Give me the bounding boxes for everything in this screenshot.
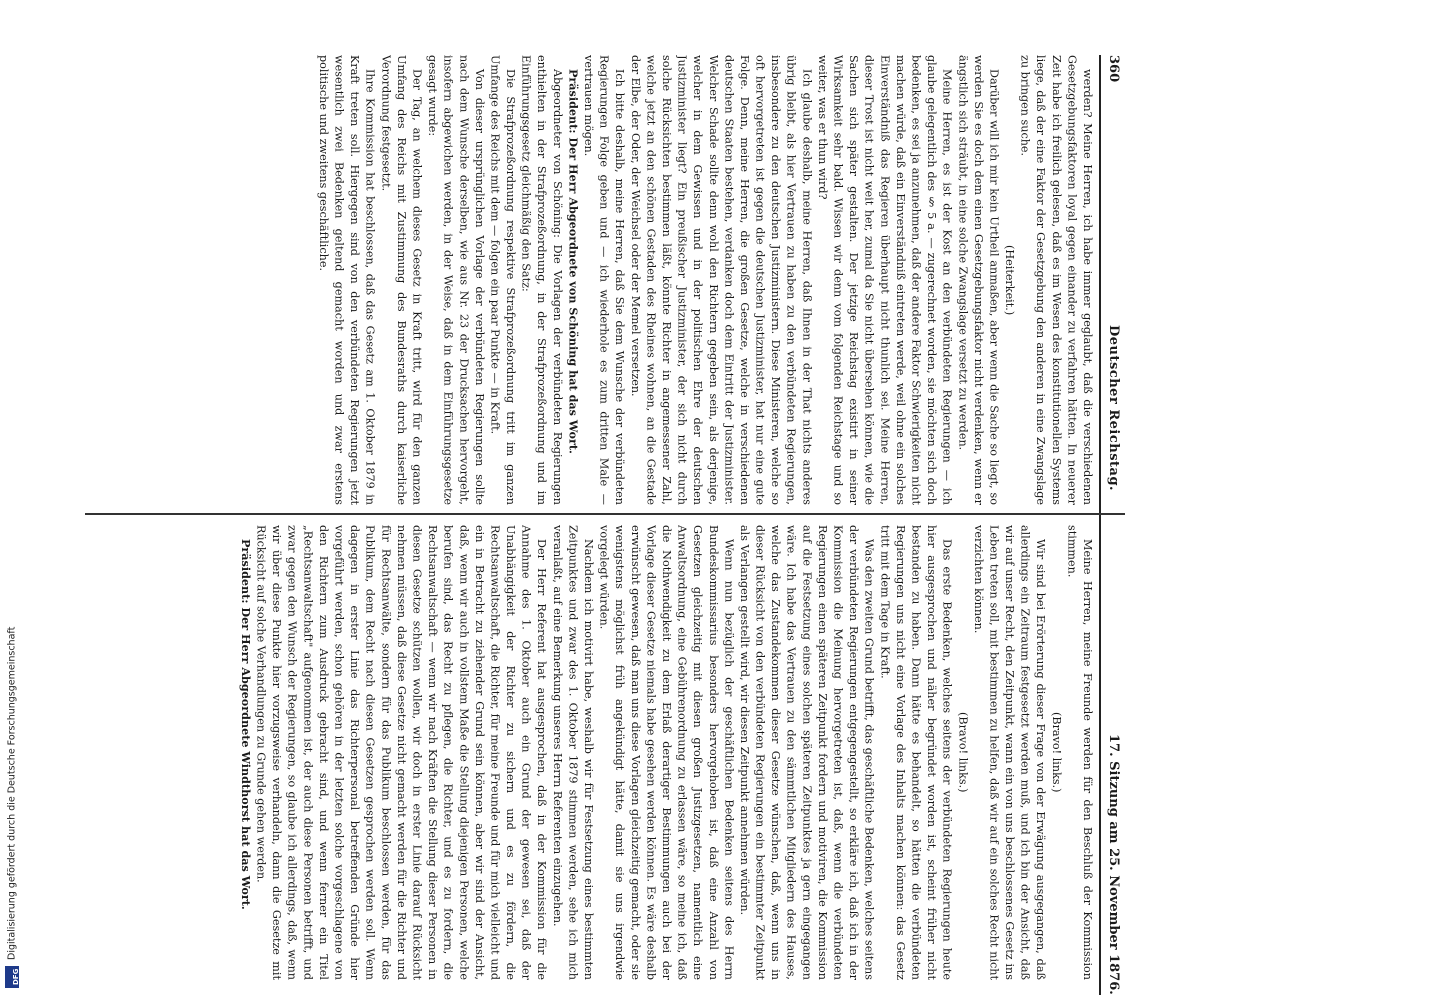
- interjection: (Bravo! links.): [1049, 712, 1063, 793]
- publication-title: Deutscher Reichstag.: [1105, 325, 1121, 492]
- text-column-left: [105, 55, 1095, 505]
- page-number: 360: [1105, 55, 1121, 83]
- paragraph: Von dieser ursprünglichen Vorlage der verbündeten Regierungen sollte nach dem Wunsche derselben, wie aus Nr. 23 der Drucksachen hervorgeht, insofern abgewichen werden, in der Weise, daß in dem Einführungsgesetze gesagt wurde:: [426, 55, 486, 505]
- column-divider: [85, 513, 1125, 515]
- speaker-paragraph: Präsident: Der Herr Abgeordnete von Schöning hat das Wort.: [566, 69, 581, 454]
- speaker-paragraph: Präsident: Der Herr Abgeordnete Windthorst hat das Wort.: [238, 539, 253, 910]
- paragraph: Meine Herren, es ist der Kost an den verbündeten Regierungen — ich glaube gelegentlich des § 5 a. — zugerechnet worden, sie möchten sich doch bedenken, es sei ja anzunehmen, daß der andere Faktor Schwierigkeiten nicht machen würde, daß ein Einverständniß eintreten werde, weil ohne ein solches Einverständniß das Regieren überhaupt nicht thunlich sei. Meine Herren, dieser Trost ist nicht weit her, zumal da Sie nicht übersehen können, wie die Sachen sich später gestalten. Der jetzige Reichstag existirt in seiner Wirksamkeit sehr bald. Wissen wir denn vom folgenden Reichstage und so weiter, was er thun wird?: [815, 55, 954, 505]
- credit-text: Digitalisierung gefördert durch die Deutsche Forschungsgemeinschaft: [6, 626, 18, 960]
- paragraph: werden? Meine Herren, ich habe immer geglaubt, daß die verschiedenen Gesetzgebungsfaktoren loyal gegen einander zu verfahren hätten. In neuerer Zeit habe ich freilich gelesen, daß es im Wesen des konstitutionellen Systems liege, daß der eine Faktor der Gesetzgebung den anderen in eine Zwangslage zu bringen suche.: [1018, 55, 1094, 505]
- paragraph: Ihre Kommission hat beschlossen, daß das Gesetz am 1. Oktober 1879 in Kraft treten soll. Hiergegen sind von den verbündeten Regierungen jetzt wesentlich zwei Bedenken geltend gemacht worden und zwar erstens politische und zweitens geschäftliche.: [316, 55, 377, 505]
- dfg-logo-icon: DFG: [5, 966, 19, 988]
- text-column-right: [105, 525, 1095, 980]
- paragraph: Ich glaube deshalb, meine Herren, daß Ihnen in der That nichts anderes übrig bleibt, als hier Vertrauen zu haben zu den verbündeten Regierungen, insbesondere zu den deutschen Justizministern. Diese Ministeren, welche so oft hervorgetreten ist gegen die deutschen Justizminister, hat nur eine gute Folge. Denn, meine Herren, die großen Gesetze, welche in verschiedenen deutschen Staaten bestehen, verdanken doch dem Eintritt der Justizminister. Welcher Schade sollte denn wohl den Richtern gegeben sein, als derjenige, welcher in dem Gewissen und in der politischen Ehre der deutschen Justizminister liegt? Ein preußischer Justizminister, der sich nicht durch solche Rücksichten bestimmen läßt, könnte Richter in angemessener Zahl, welche jetzt an den schönen Gestaden des Rheines wohnen, an die Gestade der Elbe, der Oder, der Weichsel oder der Memel versetzen.: [628, 55, 814, 505]
- paragraph: Was den zweiten Grund betrifft, das geschäftliche Bedenken, welches seitens der verbündeten Regierungen entgegengestellt, so erkläre ich, daß ich in der Kommission die Meinung hervorgetreten ist, daß, wenn die verbündeten Regierungen einen späteren Zeitpunkt fordern und motiviren, die Kommission auf die Festsetzung eines solchen späteren Zeitpunktes ja gern eingegangen wäre. Ich habe das Vertrauen zu den sämmtlichen Mitgliedern des Hauses, welche das Zustandekommen dieser Gesetze wünschen, daß, wenn uns in dieser Rücksicht von den verbündeten Regierungen ein bestimmter Zeitpunkt als Verlangen gestellt wird, wir diesen Zeitpunkt annehmen würden.: [737, 525, 876, 980]
- paragraph: Der Herr Referent hat ausgesprochen, daß in der Kommission für die Annahme des 1. Oktober auch ein Grund der gewesen sei, daß der Unabhängigkeit der Richter zu sichern und es zu fördern, die Rechtsanwaltschaft, die Richter, für meine Freunde und für mich vielleicht und ein in Betracht zu ziehender Grund sein können, aber wir sind der Ansicht, daß, wenn wir auch in vollstem Maße die Stellung diejenigen Personen, welche berufen sind, das Recht zu pflegen, die Richter, und es zu fordern, die Rechtsanwaltschaft — wenn wir nach Kräften die Stellung dieser Personen in diesen Gesetze schützen wollen, wir doch in erster Linie darauf Rücksicht nehmen müssen, daß diese Gesetze nicht gemacht werden für die Richter und für Rechtsanwälte, sondern für das Publikum beschlossen werden, für das Publikum, dem Recht nach diesen Gesetzen gesprochen werden soll. Wenn dagegen in erster Linie das Richterpersonal betreffenden Gründe hier vorgeführt werden, schon gehören in der letzten solche vorgeschlagene von den Richtern zum Ausdruck gebracht sind, und wenn ferner ein Titel „Rechtsanwaltschaft" aufgenommen ist, der auch diese Personen betrifft, und zwar gegen den Wunsch der Regierungen, so glaube ich allerdings, daß, wenn wir über diese Punkte hier vorzugsweise verhandeln, dann die Gesetze mit Rücksicht auf solche Verhandlungen zu Grunde gehen werden.: [254, 525, 549, 980]
- paragraph: Ich bitte deshalb, meine Herren, daß Sie dem Wunsche der verbündeten Regierungen Folge geben und — ich wiederhole es zum dritten Male — vertrauen mögen.: [582, 55, 627, 505]
- paragraph: Nachdem ich motivirt habe, weshalb wir für Festsetzung eines bestimmten Zeitpunktes und zwar des 1. Oktober 1879 stimmen werden, sehe ich mich veranlaßt, auf eine Bemerkung unseres Herrn Referenten einzugehen.: [550, 525, 595, 980]
- paragraph: Wenn nun bezüglich der geschäftlichen Bedenken seitens des Herrn Bundeskommissarius besonders hervorgehoben ist, daß eine Anzahl von Gesetzen gleichzeitig mit diesen großen Justizgesetzen, namentlich eine Anwaltsordnung, eine Gebührenordnung zu erlassen wäre, so meine ich, daß die Nothwendigkeit zu dem Erlaß derartiger Bestimmungen auch bei der Vorlage dieser Gesetze niemals habe gesehen werden können. Es wäre deshalb erwünscht gewesen, daß man uns diese Vorlagen gleichzeitig gemacht, oder sie wenigstens möglichst früh angekündigt hätte, damit sie uns irgendwie vorgelegt würden.: [597, 525, 736, 980]
- paragraph: Meine Herren, meine Freunde werden für den Beschluß der Kommission stimmen.: [1065, 525, 1094, 980]
- document-page: [100, 55, 1125, 995]
- header-rule: [1099, 55, 1101, 995]
- paragraph: Das erste Bedenken, welches seitens der verbündeten Regierungen heute hier ausgesprochen und näher begründet worden ist, scheint früher nicht bestanden zu haben. Dann hätte es behandelt, so hätten die verbündeten Regierungen uns nicht eine Vorlage des Inhalts machen können: das Gesetz tritt mit dem Tage in Kraft.: [878, 525, 954, 980]
- digitization-credit: [4, 608, 20, 988]
- running-header: [1101, 55, 1125, 995]
- paragraph: Wir sind bei Erörterung dieser Frage von der Erwägung ausgegangen, daß allerdings ein Zeitraum festgesetzt werden muß, und ich bin der Ansicht, daß wir auf unser Recht, den Zeitpunkt, wann ein von uns beschlossenes Gesetz ins Leben treten soll, mit bestimmen zu helfen, daß wir auf ein solches Recht nicht verzichten können.: [971, 525, 1048, 980]
- paragraph: Darüber will ich mir kein Urtheil anmaßen, aber wenn die Sache so liegt, so werden Sie es doch dem einen Gesetzgebungsfaktor nicht verdenken, wenn er ängstlich sich sträubt, in eine solche Zwangslage versetzt zu werden.: [956, 55, 1001, 505]
- paragraph: Die Strafprozeßordnung respektive Strafprozeßordnung tritt im ganzen Umfange des Reichs mit dem — folgen ein paar Punkte — in Kraft.: [488, 55, 518, 505]
- interjection: (Bravo! links.): [956, 712, 970, 793]
- paragraph: Abgeordneter von Schöning: Die Vorlagen der verbündeten Regierungen enthielten in der Strafprozeßordnung, in der Strafprozeßordnung und im Einführungsgesetz gleichmäßig den Satz:: [519, 55, 564, 505]
- paragraph: Der Tag, an welchem dieses Gesetz in Kraft tritt, wird für den ganzen Umfang des Reichs mit Zustimmung des Bundesraths durch kaiserliche Verordnung festgesetzt.: [379, 55, 424, 505]
- interjection: (Heiterkeit.): [1003, 244, 1017, 316]
- session-info: 17. Sitzung am 25. November 1876.: [1105, 734, 1121, 995]
